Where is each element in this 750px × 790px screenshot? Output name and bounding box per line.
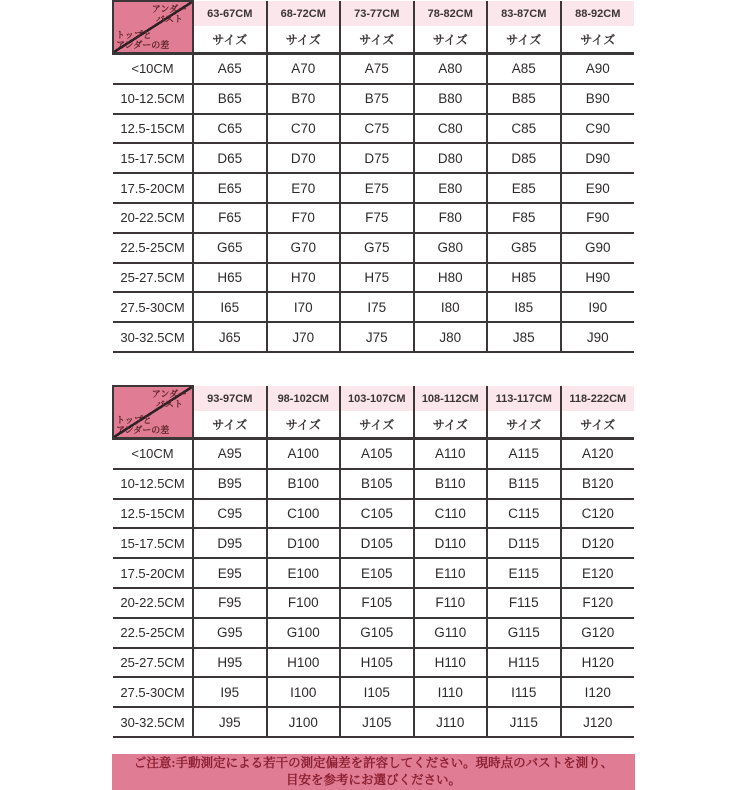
- size-value-cell: F105: [340, 588, 414, 618]
- size-value-cell: A110: [414, 438, 488, 468]
- difference-range-label: 10-12.5CM: [113, 469, 193, 499]
- table-row: [113, 203, 634, 233]
- table-row: [113, 143, 634, 173]
- size-label-cell: サイズ: [414, 411, 488, 438]
- size-value-cell: C95: [193, 499, 267, 529]
- table-row: [113, 54, 634, 84]
- size-value-cell: G95: [193, 618, 267, 648]
- size-value-cell: D120: [561, 528, 635, 558]
- difference-range-label: 30-32.5CM: [113, 322, 193, 352]
- size-value-cell: G120: [561, 618, 635, 648]
- corner-cell: [113, 1, 193, 54]
- size-label-cell: サイズ: [414, 26, 488, 53]
- table-row: [113, 528, 634, 558]
- difference-range-label: 17.5-20CM: [113, 173, 193, 203]
- top-under-difference-label: [116, 30, 169, 50]
- table-row: [113, 233, 634, 263]
- size-value-cell: H70: [267, 263, 341, 293]
- size-value-cell: E95: [193, 558, 267, 588]
- size-value-cell: D105: [340, 528, 414, 558]
- size-value-cell: C70: [267, 114, 341, 144]
- difference-label-line2: アンダーの差: [116, 424, 170, 435]
- difference-label-line1: トップと: [116, 414, 152, 425]
- difference-label-line2: アンダーの差: [116, 40, 170, 50]
- underbust-label: [152, 4, 187, 24]
- size-value-cell: G90: [561, 233, 635, 263]
- size-value-cell: J105: [340, 707, 414, 737]
- difference-range-label: <10CM: [113, 438, 193, 468]
- difference-range-label: 15-17.5CM: [113, 143, 193, 173]
- size-value-cell: D70: [267, 143, 341, 173]
- size-value-cell: A90: [561, 54, 635, 84]
- size-label-cell: サイズ: [487, 411, 561, 438]
- size-value-cell: B75: [340, 84, 414, 114]
- notice-line-1: ご注意:手動測定による若干の測定偏差を許容してください。現時点のバストを測り、: [133, 755, 614, 770]
- size-value-cell: E70: [267, 173, 341, 203]
- size-value-cell: J80: [414, 322, 488, 352]
- size-value-cell: I115: [487, 677, 561, 707]
- top-under-difference-label: [116, 415, 169, 435]
- table-row: [113, 114, 634, 144]
- size-value-cell: J70: [267, 322, 341, 352]
- size-value-cell: A80: [414, 54, 488, 84]
- size-value-cell: A70: [267, 54, 341, 84]
- size-label-cell: サイズ: [487, 26, 561, 53]
- size-value-cell: G70: [267, 233, 341, 263]
- table-row: [113, 469, 634, 499]
- size-value-cell: B100: [267, 469, 341, 499]
- size-value-cell: E85: [487, 173, 561, 203]
- difference-range-label: 22.5-25CM: [113, 618, 193, 648]
- size-value-cell: B85: [487, 84, 561, 114]
- size-label-cell: サイズ: [267, 26, 341, 53]
- size-value-cell: J115: [487, 707, 561, 737]
- size-value-cell: A95: [193, 438, 267, 468]
- difference-range-label: <10CM: [113, 54, 193, 84]
- size-label-cell: サイズ: [340, 411, 414, 438]
- size-value-cell: A105: [340, 438, 414, 468]
- table-row: [113, 677, 634, 707]
- difference-range-label: 20-22.5CM: [113, 203, 193, 233]
- size-value-cell: F75: [340, 203, 414, 233]
- underbust-label-line1: アンダー: [151, 388, 187, 399]
- size-value-cell: B70: [267, 84, 341, 114]
- size-value-cell: B80: [414, 84, 488, 114]
- size-value-cell: A85: [487, 54, 561, 84]
- size-value-cell: G80: [414, 233, 488, 263]
- size-value-cell: A100: [267, 438, 341, 468]
- size-value-cell: D100: [267, 528, 341, 558]
- table-row: [113, 588, 634, 618]
- size-value-cell: C120: [561, 499, 635, 529]
- size-value-cell: I80: [414, 292, 488, 322]
- size-value-cell: G75: [340, 233, 414, 263]
- size-value-cell: D85: [487, 143, 561, 173]
- size-value-cell: H100: [267, 648, 341, 678]
- size-value-cell: C115: [487, 499, 561, 529]
- size-value-cell: J85: [487, 322, 561, 352]
- table-row: [113, 707, 634, 737]
- difference-range-label: 17.5-20CM: [113, 558, 193, 588]
- size-value-cell: H90: [561, 263, 635, 293]
- underbust-label-line2: バスト: [155, 398, 183, 409]
- size-value-cell: D75: [340, 143, 414, 173]
- size-value-cell: G115: [487, 618, 561, 648]
- size-value-cell: F95: [193, 588, 267, 618]
- difference-range-label: 12.5-15CM: [113, 114, 193, 144]
- size-value-cell: F100: [267, 588, 341, 618]
- size-value-cell: D95: [193, 528, 267, 558]
- size-value-cell: I85: [487, 292, 561, 322]
- size-value-cell: E75: [340, 173, 414, 203]
- size-value-cell: J100: [267, 707, 341, 737]
- size-label-cell: サイズ: [193, 411, 267, 438]
- table-row: [113, 438, 634, 468]
- size-value-cell: J65: [193, 322, 267, 352]
- size-value-cell: H80: [414, 263, 488, 293]
- underbust-range-header: 93-97CM: [193, 386, 267, 411]
- header-row: [113, 1, 634, 26]
- size-value-cell: D115: [487, 528, 561, 558]
- difference-range-label: 12.5-15CM: [113, 499, 193, 529]
- size-value-cell: H95: [193, 648, 267, 678]
- size-label-cell: サイズ: [340, 26, 414, 53]
- size-value-cell: C105: [340, 499, 414, 529]
- size-value-cell: C100: [267, 499, 341, 529]
- size-value-cell: G110: [414, 618, 488, 648]
- size-value-cell: H115: [487, 648, 561, 678]
- size-value-cell: A120: [561, 438, 635, 468]
- underbust-label: [152, 389, 187, 409]
- size-value-cell: G100: [267, 618, 341, 648]
- size-value-cell: A65: [193, 54, 267, 84]
- size-value-cell: I70: [267, 292, 341, 322]
- size-value-cell: B90: [561, 84, 635, 114]
- size-value-cell: H75: [340, 263, 414, 293]
- size-label-cell: サイズ: [561, 26, 635, 53]
- underbust-range-header: 73-77CM: [340, 1, 414, 26]
- table-row: [113, 618, 634, 648]
- difference-range-label: 27.5-30CM: [113, 677, 193, 707]
- notice-bar: [112, 754, 635, 790]
- underbust-range-header: 98-102CM: [267, 386, 341, 411]
- difference-label-line1: トップと: [116, 30, 152, 40]
- underbust-range-header: 68-72CM: [267, 1, 341, 26]
- size-value-cell: I65: [193, 292, 267, 322]
- size-value-cell: C65: [193, 114, 267, 144]
- size-value-cell: I105: [340, 677, 414, 707]
- size-value-cell: G85: [487, 233, 561, 263]
- difference-range-label: 25-27.5CM: [113, 263, 193, 293]
- size-value-cell: J95: [193, 707, 267, 737]
- table-row: [113, 648, 634, 678]
- size-value-cell: I100: [267, 677, 341, 707]
- size-value-cell: I90: [561, 292, 635, 322]
- underbust-range-header: 78-82CM: [414, 1, 488, 26]
- size-value-cell: F110: [414, 588, 488, 618]
- size-value-cell: F70: [267, 203, 341, 233]
- size-value-cell: E65: [193, 173, 267, 203]
- difference-range-label: 15-17.5CM: [113, 528, 193, 558]
- table-row: [113, 173, 634, 203]
- size-value-cell: H110: [414, 648, 488, 678]
- underbust-range-header: 103-107CM: [340, 386, 414, 411]
- size-value-cell: G65: [193, 233, 267, 263]
- size-value-cell: G105: [340, 618, 414, 648]
- size-table-2: [112, 385, 634, 738]
- size-value-cell: E115: [487, 558, 561, 588]
- size-value-cell: A75: [340, 54, 414, 84]
- size-value-cell: C75: [340, 114, 414, 144]
- difference-range-label: 30-32.5CM: [113, 707, 193, 737]
- size-value-cell: F120: [561, 588, 635, 618]
- table-row: [113, 499, 634, 529]
- size-value-cell: H85: [487, 263, 561, 293]
- size-value-cell: J110: [414, 707, 488, 737]
- table-row: [113, 322, 634, 352]
- size-table-1: [112, 0, 634, 353]
- size-value-cell: D80: [414, 143, 488, 173]
- underbust-range-header: 63-67CM: [193, 1, 267, 26]
- difference-range-label: 25-27.5CM: [113, 648, 193, 678]
- size-value-cell: B105: [340, 469, 414, 499]
- size-value-cell: E100: [267, 558, 341, 588]
- difference-range-label: 20-22.5CM: [113, 588, 193, 618]
- difference-range-label: 22.5-25CM: [113, 233, 193, 263]
- size-value-cell: B115: [487, 469, 561, 499]
- size-value-cell: F115: [487, 588, 561, 618]
- size-value-cell: B65: [193, 84, 267, 114]
- size-value-cell: C80: [414, 114, 488, 144]
- size-value-cell: E120: [561, 558, 635, 588]
- header-row: [113, 386, 634, 411]
- size-value-cell: E80: [414, 173, 488, 203]
- difference-range-label: 10-12.5CM: [113, 84, 193, 114]
- size-value-cell: D90: [561, 143, 635, 173]
- size-value-cell: A115: [487, 438, 561, 468]
- size-value-cell: I110: [414, 677, 488, 707]
- underbust-range-header: 88-92CM: [561, 1, 635, 26]
- underbust-range-header: 108-112CM: [414, 386, 488, 411]
- notice-line-2: 目安を参考にお選びください。: [285, 772, 461, 787]
- size-value-cell: I95: [193, 677, 267, 707]
- difference-range-label: 27.5-30CM: [113, 292, 193, 322]
- size-value-cell: B95: [193, 469, 267, 499]
- size-value-cell: H65: [193, 263, 267, 293]
- size-value-cell: D110: [414, 528, 488, 558]
- size-label-cell: サイズ: [267, 411, 341, 438]
- corner-cell: [113, 386, 193, 439]
- underbust-range-header: 83-87CM: [487, 1, 561, 26]
- size-value-cell: D65: [193, 143, 267, 173]
- table-row: [113, 263, 634, 293]
- size-value-cell: C85: [487, 114, 561, 144]
- size-value-cell: B110: [414, 469, 488, 499]
- table-row: [113, 558, 634, 588]
- size-value-cell: F65: [193, 203, 267, 233]
- underbust-range-header: 118-222CM: [561, 386, 635, 411]
- size-value-cell: B120: [561, 469, 635, 499]
- size-value-cell: I75: [340, 292, 414, 322]
- size-value-cell: F80: [414, 203, 488, 233]
- underbust-range-header: 113-117CM: [487, 386, 561, 411]
- size-value-cell: C110: [414, 499, 488, 529]
- size-value-cell: C90: [561, 114, 635, 144]
- size-value-cell: F90: [561, 203, 635, 233]
- size-value-cell: E105: [340, 558, 414, 588]
- size-value-cell: H120: [561, 648, 635, 678]
- size-value-cell: E90: [561, 173, 635, 203]
- size-value-cell: E110: [414, 558, 488, 588]
- size-value-cell: J75: [340, 322, 414, 352]
- table-row: [113, 292, 634, 322]
- underbust-label-line1: アンダー: [151, 4, 187, 14]
- size-value-cell: H105: [340, 648, 414, 678]
- size-value-cell: J90: [561, 322, 635, 352]
- size-label-cell: サイズ: [193, 26, 267, 53]
- size-label-cell: サイズ: [561, 411, 635, 438]
- size-value-cell: I120: [561, 677, 635, 707]
- size-value-cell: F85: [487, 203, 561, 233]
- table-row: [113, 84, 634, 114]
- size-value-cell: J120: [561, 707, 635, 737]
- underbust-label-line2: バスト: [155, 14, 183, 24]
